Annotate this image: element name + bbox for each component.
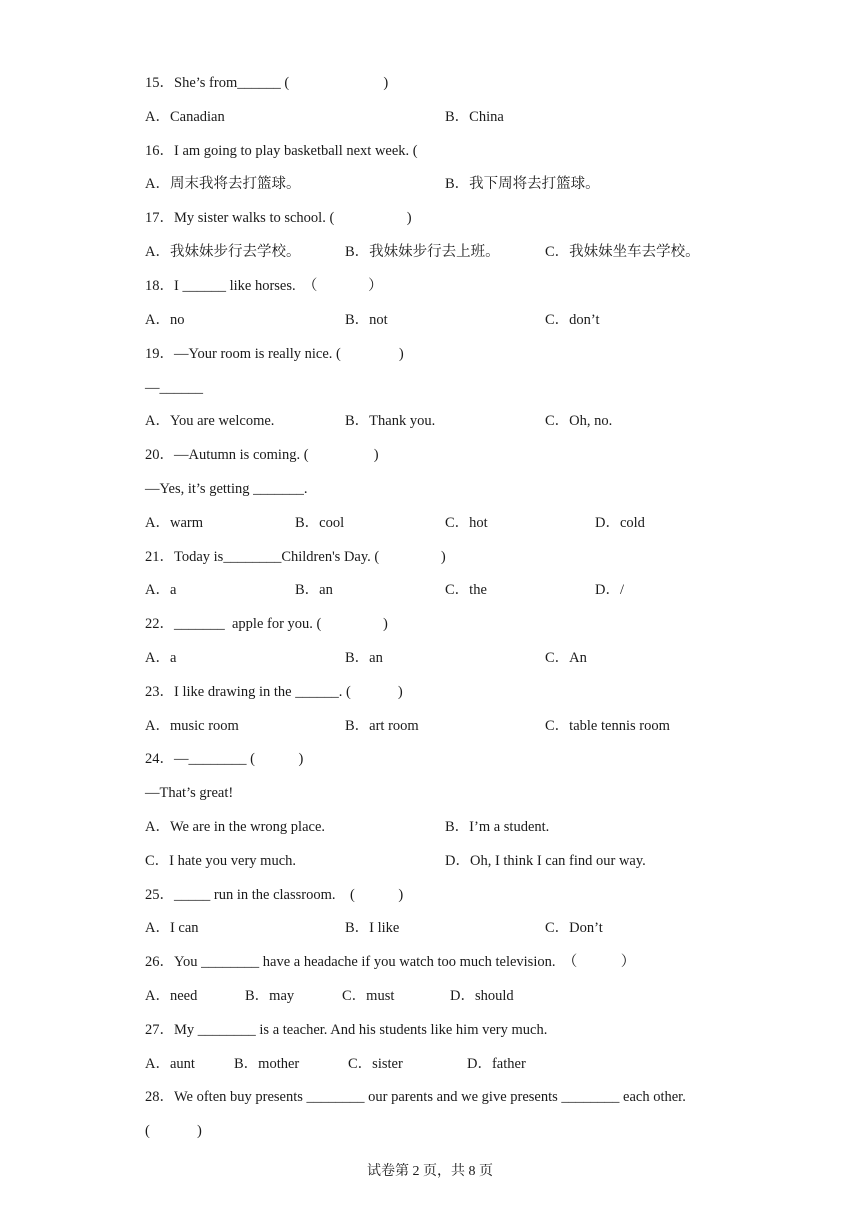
question-27-stem: 27．My ________ is a teacher. And his students like him very much. — [145, 1022, 548, 1038]
q23-option-b[interactable]: B．art room — [345, 718, 419, 734]
question-20-response: —Yes, it’s getting _______. — [145, 481, 308, 497]
q25-option-c[interactable]: C．Don’t — [545, 920, 603, 936]
q24-option-b[interactable]: B．I’m a student. — [445, 819, 550, 835]
question-15-stem: 15．She’s from______ ( ) — [145, 75, 389, 91]
question-25-stem: 25．_____ run in the classroom. ( ) — [145, 887, 404, 903]
page-footer: 试卷第 2 页，共 8 页 — [367, 1164, 493, 1179]
q20-option-b[interactable]: B．cool — [295, 515, 345, 531]
q17-option-c[interactable]: C．我妹妹坐车去学校。 — [545, 244, 700, 260]
question-18-stem: 18．I ______ like horses. （ ） — [145, 278, 383, 294]
q21-option-b[interactable]: B．an — [295, 582, 333, 598]
q22-option-b[interactable]: B．an — [345, 650, 383, 666]
q18-option-c[interactable]: C．don’t — [545, 312, 600, 328]
q17-option-a[interactable]: A．我妹妹步行去学校。 — [145, 244, 301, 260]
q22-option-a[interactable]: A．a — [145, 650, 177, 666]
q23-option-a[interactable]: A．music room — [145, 718, 239, 734]
q18-option-b[interactable]: B．not — [345, 312, 388, 328]
q21-option-d[interactable]: D．/ — [595, 582, 624, 598]
question-28-stem: 28．We often buy presents ________ our parents and we give presents ________ each other. — [145, 1089, 686, 1105]
question-22-stem: 22．_______ apple for you. ( ) — [145, 616, 388, 632]
question-17-stem: 17．My sister walks to school. ( ) — [145, 210, 412, 226]
q17-option-b[interactable]: B．我妹妹步行去上班。 — [345, 244, 500, 260]
q24-option-a[interactable]: A．We are in the wrong place. — [145, 819, 326, 835]
q20-option-a[interactable]: A．warm — [145, 515, 203, 531]
q26-option-c[interactable]: C．must — [342, 988, 395, 1004]
q23-option-c[interactable]: C．table tennis room — [545, 718, 670, 734]
q16-option-a[interactable]: A．周末我将去打篮球。 — [145, 176, 301, 192]
question-19-stem: 19．—Your room is really nice. ( ) — [145, 346, 404, 362]
question-26-stem: 26．You ________ have a headache if you watch too much television. （ ） — [145, 954, 636, 970]
question-24-response: —That’s great! — [145, 785, 234, 801]
q27-option-b[interactable]: B．mother — [234, 1056, 300, 1072]
q21-option-a[interactable]: A．a — [145, 582, 177, 598]
q20-option-c[interactable]: C．hot — [445, 515, 488, 531]
question-28-answer-bracket: ( ) — [145, 1123, 202, 1139]
q15-option-a[interactable]: A．Canadian — [145, 109, 225, 125]
question-24-stem: 24．—________ ( ) — [145, 751, 304, 767]
q22-option-c[interactable]: C．An — [545, 650, 587, 666]
q25-option-a[interactable]: A．I can — [145, 920, 199, 936]
q25-option-b[interactable]: B．I like — [345, 920, 400, 936]
question-19-response: —______ — [145, 380, 203, 396]
q24-option-c[interactable]: C．I hate you very much. — [145, 853, 297, 869]
question-21-stem: 21．Today is________Children's Day. ( ) — [145, 549, 446, 565]
q16-option-b[interactable]: B．我下周将去打篮球。 — [445, 176, 600, 192]
q26-option-d[interactable]: D．should — [450, 988, 514, 1004]
q19-option-b[interactable]: B．Thank you. — [345, 413, 436, 429]
q20-option-d[interactable]: D．cold — [595, 515, 645, 531]
q26-option-a[interactable]: A．need — [145, 988, 198, 1004]
q15-option-b[interactable]: B．China — [445, 109, 504, 125]
q24-option-d[interactable]: D．Oh, I think I can find our way. — [445, 853, 646, 869]
q27-option-d[interactable]: D．father — [467, 1056, 526, 1072]
q21-option-c[interactable]: C．the — [445, 582, 487, 598]
question-20-stem: 20．—Autumn is coming. ( ) — [145, 447, 379, 463]
q19-option-a[interactable]: A．You are welcome. — [145, 413, 275, 429]
q19-option-c[interactable]: C．Oh, no. — [545, 413, 613, 429]
q26-option-b[interactable]: B．may — [245, 988, 295, 1004]
question-16-stem: 16．I am going to play basketball next week. ( — [145, 143, 418, 159]
q27-option-c[interactable]: C．sister — [348, 1056, 403, 1072]
question-23-stem: 23．I like drawing in the ______. ( ) — [145, 684, 403, 700]
q18-option-a[interactable]: A．no — [145, 312, 185, 328]
q27-option-a[interactable]: A．aunt — [145, 1056, 195, 1072]
